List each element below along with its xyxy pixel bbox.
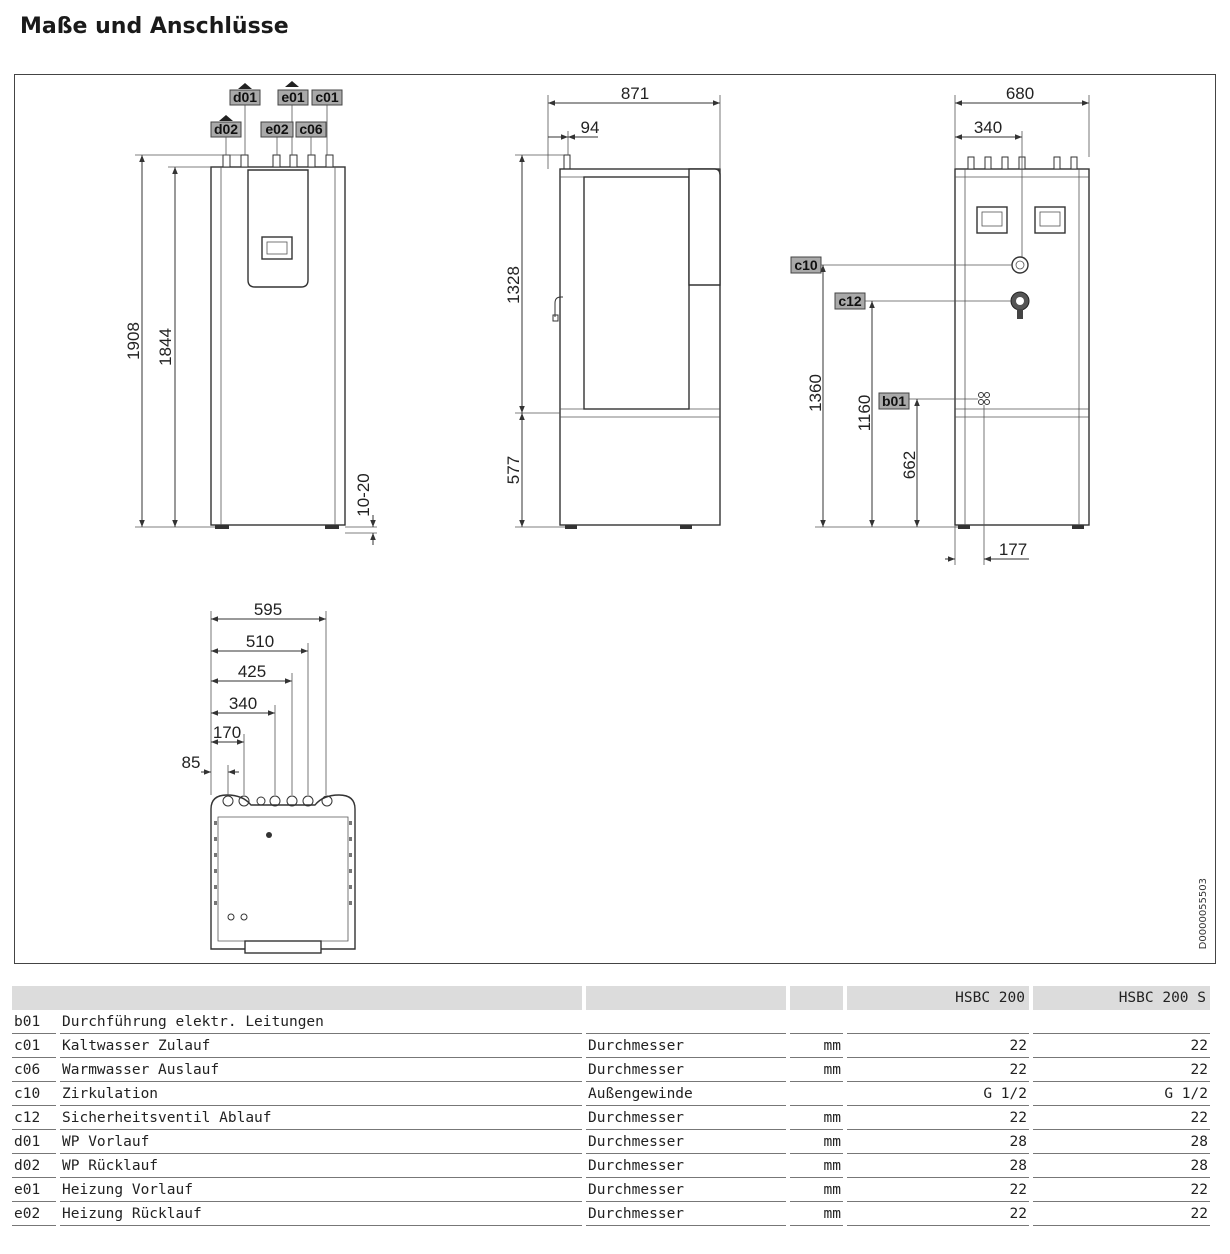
row-description: Kaltwasser Zulauf — [60, 1034, 582, 1058]
table-row — [12, 1010, 1210, 1034]
dim-1844: 1844 — [156, 328, 175, 366]
row-property: Durchmesser — [586, 1130, 786, 1154]
tag-c06: c06 — [299, 121, 323, 137]
dim-595: 595 — [253, 600, 283, 619]
row-code: c12 — [12, 1106, 56, 1130]
row-code: b01 — [12, 1010, 56, 1034]
row-unit: mm — [790, 1202, 843, 1226]
tag-b01: b01 — [881, 393, 907, 409]
row-unit: mm — [790, 1130, 843, 1154]
table-row — [12, 1106, 1210, 1130]
table-row — [12, 1178, 1210, 1202]
row-code: c01 — [12, 1034, 56, 1058]
dim-871: 871 — [620, 84, 650, 103]
row-unit: mm — [790, 1106, 843, 1130]
table-row — [12, 1202, 1210, 1226]
top-view — [182, 600, 355, 953]
row-unit — [790, 1082, 843, 1106]
front-view — [124, 81, 377, 545]
row-value-hsbc-200: 22 — [847, 1034, 1029, 1058]
header-cell-property — [586, 986, 786, 1010]
header-hsbc-200: HSBC 200 — [847, 986, 1029, 1010]
row-code: c10 — [12, 1082, 56, 1106]
dim-1160: 1160 — [855, 394, 874, 432]
row-code: d01 — [12, 1130, 56, 1154]
technical-drawing — [14, 74, 1216, 964]
dim-680: 680 — [1005, 84, 1035, 103]
row-property — [586, 1010, 786, 1034]
tag-d02: d02 — [213, 121, 239, 137]
row-value-hsbc-200: 22 — [847, 1202, 1029, 1226]
row-property: Durchmesser — [586, 1154, 786, 1178]
drawing-code: D0000055503 — [1198, 877, 1209, 949]
front-door-panel — [248, 170, 308, 287]
table-header-row — [12, 986, 1210, 1010]
tag-d01: d01 — [232, 89, 258, 105]
row-value-hsbc-200: 28 — [847, 1130, 1029, 1154]
header-cell-unit — [790, 986, 843, 1010]
connections-table — [12, 986, 1210, 1226]
row-property: Durchmesser — [586, 1058, 786, 1082]
row-description: Heizung Vorlauf — [60, 1178, 582, 1202]
row-property: Außengewinde — [586, 1082, 786, 1106]
top-view-outline — [211, 795, 355, 949]
display-icon — [262, 237, 292, 259]
row-property: Durchmesser — [586, 1202, 786, 1226]
dim-177: 177 — [998, 540, 1028, 559]
page-title: Maße und Anschlüsse — [20, 14, 289, 39]
row-description: WP Vorlauf — [60, 1130, 582, 1154]
row-unit: mm — [790, 1178, 843, 1202]
dim-170: 170 — [212, 723, 242, 742]
row-property: Durchmesser — [586, 1178, 786, 1202]
header-hsbc-200-s: HSBC 200 S — [1033, 986, 1210, 1010]
row-code: d02 — [12, 1154, 56, 1178]
row-value-hsbc-200-s: G 1/2 — [1033, 1082, 1210, 1106]
side-view — [504, 84, 720, 529]
row-value-hsbc-200-s: 28 — [1033, 1130, 1210, 1154]
dim-10-20: 10-20 — [354, 473, 373, 517]
row-description: Heizung Rücklauf — [60, 1202, 582, 1226]
row-value-hsbc-200 — [847, 1010, 1029, 1034]
table-row — [12, 1154, 1210, 1178]
row-value-hsbc-200: 22 — [847, 1106, 1029, 1130]
row-unit: mm — [790, 1034, 843, 1058]
row-value-hsbc-200: G 1/2 — [847, 1082, 1029, 1106]
dim-1328: 1328 — [504, 266, 523, 304]
tag-c01: c01 — [315, 89, 339, 105]
row-description: Durchführung elektr. Leitungen — [60, 1010, 582, 1034]
tag-c12: c12 — [838, 293, 862, 309]
row-value-hsbc-200-s: 22 — [1033, 1202, 1210, 1226]
row-property: Durchmesser — [586, 1034, 786, 1058]
dim-85: 85 — [181, 753, 201, 772]
row-description: Zirkulation — [60, 1082, 582, 1106]
row-value-hsbc-200: 28 — [847, 1154, 1029, 1178]
row-property: Durchmesser — [586, 1106, 786, 1130]
row-value-hsbc-200: 22 — [847, 1178, 1029, 1202]
back-view — [791, 84, 1089, 565]
dim-510: 510 — [245, 632, 275, 651]
row-value-hsbc-200-s: 22 — [1033, 1106, 1210, 1130]
table-row — [12, 1034, 1210, 1058]
dim-94: 94 — [580, 118, 600, 137]
dim-662: 662 — [900, 450, 919, 480]
tag-e02: e02 — [265, 121, 289, 137]
row-description: Warmwasser Auslauf — [60, 1058, 582, 1082]
row-unit: mm — [790, 1058, 843, 1082]
dim-425: 425 — [237, 662, 267, 681]
dim-1908: 1908 — [124, 322, 143, 360]
side-panel — [584, 177, 689, 409]
row-value-hsbc-200-s: 28 — [1033, 1154, 1210, 1178]
row-value-hsbc-200-s: 22 — [1033, 1178, 1210, 1202]
row-code: c06 — [12, 1058, 56, 1082]
row-value-hsbc-200-s — [1033, 1010, 1210, 1034]
dim-577: 577 — [504, 455, 523, 485]
row-description: WP Rücklauf — [60, 1154, 582, 1178]
row-code: e01 — [12, 1178, 56, 1202]
row-unit: mm — [790, 1154, 843, 1178]
row-code: e02 — [12, 1202, 56, 1226]
row-value-hsbc-200: 22 — [847, 1058, 1029, 1082]
drawing-canvas — [15, 75, 1215, 963]
header-cell-description — [12, 986, 582, 1010]
row-description: Sicherheitsventil Ablauf — [60, 1106, 582, 1130]
table-row — [12, 1082, 1210, 1106]
dim-340: 340 — [973, 118, 1003, 137]
table-row — [12, 1058, 1210, 1082]
dim-340-top: 340 — [228, 694, 258, 713]
dim-1360: 1360 — [806, 374, 825, 412]
tag-e01: e01 — [281, 89, 305, 105]
row-value-hsbc-200-s: 22 — [1033, 1034, 1210, 1058]
row-value-hsbc-200-s: 22 — [1033, 1058, 1210, 1082]
table-row — [12, 1130, 1210, 1154]
row-unit — [790, 1010, 843, 1034]
tag-c10: c10 — [794, 257, 818, 273]
